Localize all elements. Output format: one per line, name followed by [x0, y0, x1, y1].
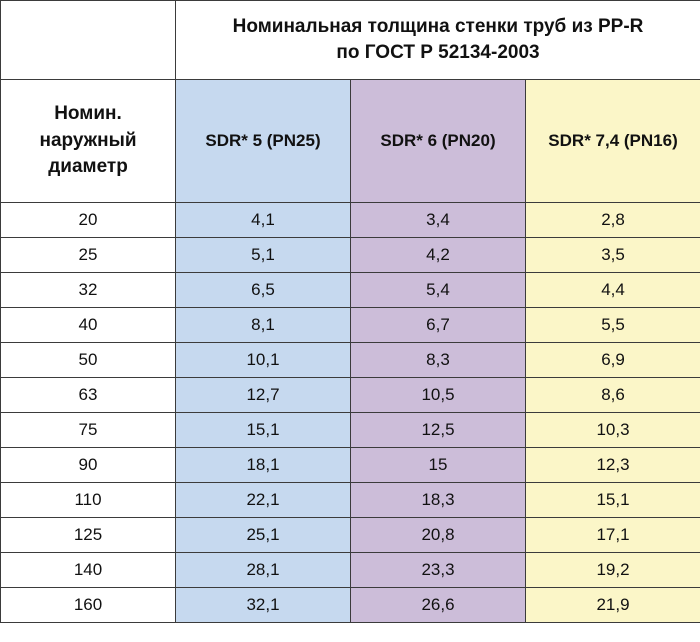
- table-title-row: [1, 1, 700, 80]
- table-row: [1, 378, 700, 413]
- cell-diameter: 63: [1, 378, 176, 413]
- cell-sdr74: 3,5: [526, 238, 700, 273]
- table-row: [1, 203, 700, 238]
- table-row: [1, 273, 700, 308]
- cell-sdr6: 5,4: [351, 273, 526, 308]
- cell-sdr6: 10,5: [351, 378, 526, 413]
- table-row: [1, 518, 700, 553]
- cell-diameter: 32: [1, 273, 176, 308]
- cell-sdr6: 3,4: [351, 203, 526, 238]
- cell-sdr74: 5,5: [526, 308, 700, 343]
- cell-diameter: 125: [1, 518, 176, 553]
- cell-sdr5: 5,1: [176, 238, 351, 273]
- cell-diameter: 90: [1, 448, 176, 483]
- table-row: [1, 238, 700, 273]
- table-row: [1, 483, 700, 518]
- cell-sdr6: 20,8: [351, 518, 526, 553]
- cell-sdr5: 32,1: [176, 588, 351, 623]
- cell-sdr5: 18,1: [176, 448, 351, 483]
- cell-sdr5: 6,5: [176, 273, 351, 308]
- cell-sdr5: 28,1: [176, 553, 351, 588]
- cell-diameter: 50: [1, 343, 176, 378]
- cell-sdr74: 8,6: [526, 378, 700, 413]
- cell-sdr74: 4,4: [526, 273, 700, 308]
- cell-sdr5: 8,1: [176, 308, 351, 343]
- cell-sdr5: 22,1: [176, 483, 351, 518]
- cell-diameter: 110: [1, 483, 176, 518]
- cell-sdr6: 12,5: [351, 413, 526, 448]
- cell-sdr6: 8,3: [351, 343, 526, 378]
- corner-header-line-3: диаметр: [48, 156, 128, 178]
- cell-diameter: 25: [1, 238, 176, 273]
- title-line-2: по ГОСТ Р 52134-2003: [336, 42, 540, 63]
- corner-header-line-1: Номин.: [54, 103, 122, 125]
- cell-sdr5: 15,1: [176, 413, 351, 448]
- table-row: [1, 553, 700, 588]
- table-row: [1, 343, 700, 378]
- table-row: [1, 588, 700, 623]
- cell-diameter: 140: [1, 553, 176, 588]
- title-spacer-cell: [1, 1, 176, 80]
- table-row: [1, 448, 700, 483]
- table-row: [1, 308, 700, 343]
- table-title: [176, 1, 700, 80]
- cell-sdr74: 21,9: [526, 588, 700, 623]
- title-line-1: Номинальная толщина стенки труб из PP-R: [232, 16, 644, 38]
- cell-sdr74: 17,1: [526, 518, 700, 553]
- corner-header-cell: [1, 80, 176, 203]
- cell-sdr6: 6,7: [351, 308, 526, 343]
- cell-diameter: 75: [1, 413, 176, 448]
- corner-header-line-2: наружный: [39, 129, 137, 151]
- cell-sdr74: 12,3: [526, 448, 700, 483]
- cell-sdr5: 25,1: [176, 518, 351, 553]
- column-header-sdr6: SDR* 6 (PN20): [351, 80, 526, 203]
- cell-sdr6: 15: [351, 448, 526, 483]
- table-header-row: [1, 80, 700, 203]
- cell-sdr74: 19,2: [526, 553, 700, 588]
- cell-sdr5: 12,7: [176, 378, 351, 413]
- cell-sdr74: 2,8: [526, 203, 700, 238]
- cell-sdr74: 10,3: [526, 413, 700, 448]
- cell-sdr6: 18,3: [351, 483, 526, 518]
- cell-sdr74: 6,9: [526, 343, 700, 378]
- cell-diameter: 160: [1, 588, 176, 623]
- cell-diameter: 40: [1, 308, 176, 343]
- cell-sdr5: 10,1: [176, 343, 351, 378]
- column-header-sdr74: SDR* 7,4 (PN16): [526, 80, 700, 203]
- cell-sdr6: 23,3: [351, 553, 526, 588]
- cell-sdr6: 26,6: [351, 588, 526, 623]
- cell-sdr74: 15,1: [526, 483, 700, 518]
- cell-sdr5: 4,1: [176, 203, 351, 238]
- cell-diameter: 20: [1, 203, 176, 238]
- table-row: [1, 413, 700, 448]
- column-header-sdr5: SDR* 5 (PN25): [176, 80, 351, 203]
- cell-sdr6: 4,2: [351, 238, 526, 273]
